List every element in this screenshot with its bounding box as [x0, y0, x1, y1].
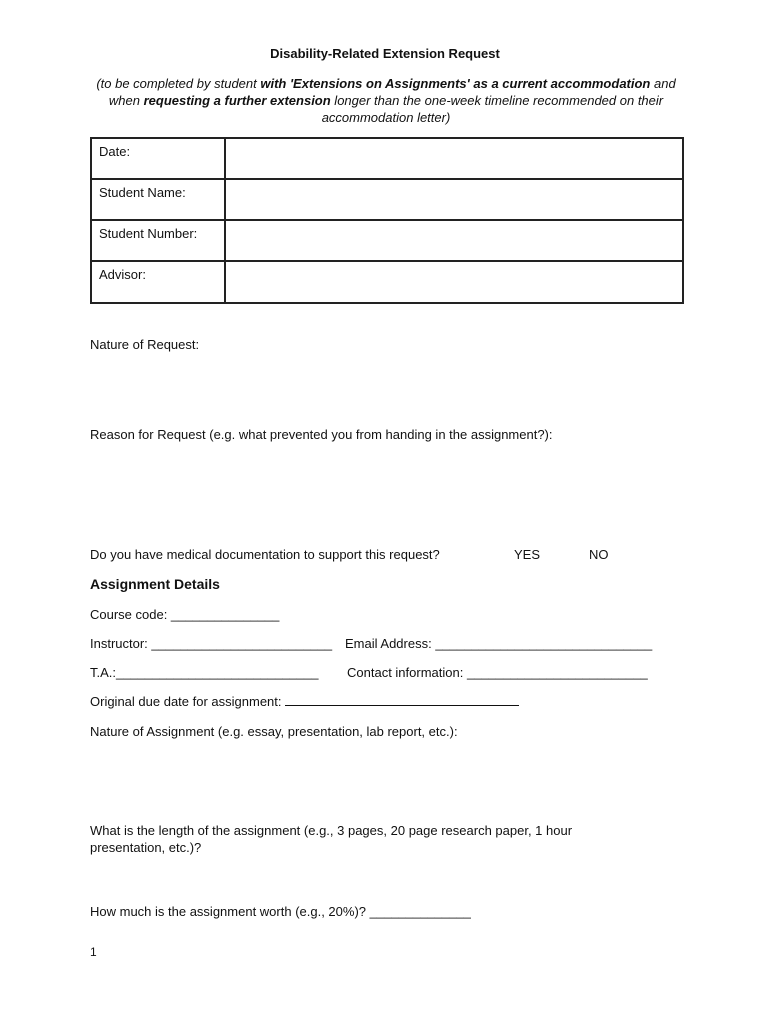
reason-for-request-label: Reason for Request (e.g. what prevented you from handing in the assignment?): — [90, 427, 553, 442]
ta-field[interactable]: T.A.:____________________________ — [90, 665, 319, 680]
assignment-details-heading: Assignment Details — [90, 576, 220, 592]
original-due-date-line[interactable] — [285, 694, 519, 706]
assignment-length-question: What is the length of the assignment (e.g., 3 pages, 20 page research paper, 1 hour presentation, etc.)? — [90, 823, 573, 855]
page-number: 1 — [90, 945, 97, 959]
table-row — [91, 220, 683, 261]
medical-documentation-question: Do you have medical documentation to support this request? — [90, 547, 440, 562]
student-number-field[interactable] — [225, 220, 683, 261]
contact-information-field[interactable]: Contact information: _________________________ — [347, 665, 648, 680]
instructor-field[interactable]: Instructor: _________________________ — [90, 636, 333, 651]
yes-option[interactable]: YES — [514, 547, 541, 562]
table-row — [91, 138, 683, 179]
instructions-part-2: and when — [108, 76, 676, 108]
form-instructions — [90, 75, 682, 126]
date-label: Date: — [91, 138, 225, 179]
instructions-part-3: longer than the one-week timeline recommended on their accommodation letter) — [321, 93, 664, 125]
nature-of-assignment-label: Nature of Assignment (e.g. essay, presentation, lab report, etc.): — [90, 724, 458, 739]
date-field[interactable] — [225, 138, 683, 179]
advisor-label: Advisor: — [91, 261, 225, 303]
instructions-bold-2: requesting a further extension — [143, 93, 331, 108]
original-due-date-row — [90, 694, 519, 709]
table-row — [91, 179, 683, 220]
email-address-field[interactable]: Email Address: ______________________________ — [345, 636, 653, 651]
instructions-bold-1: with 'Extensions on Assignments' as a current accommodation — [260, 76, 651, 91]
instructions-part-1: (to be completed by student — [96, 76, 261, 91]
form-title: Disability-Related Extension Request — [270, 46, 500, 61]
nature-of-request-label: Nature of Request: — [90, 337, 200, 352]
student-info-table — [90, 137, 684, 304]
table-row — [91, 261, 683, 303]
course-code-field[interactable]: Course code: _______________ — [90, 607, 280, 622]
original-due-date-label: Original due date for assignment: — [90, 694, 282, 709]
student-name-field[interactable] — [225, 179, 683, 220]
student-number-label: Student Number: — [91, 220, 225, 261]
advisor-field[interactable] — [225, 261, 683, 303]
student-name-label: Student Name: — [91, 179, 225, 220]
no-option[interactable]: NO — [589, 547, 609, 562]
assignment-worth-question: How much is the assignment worth (e.g., 20%)? ______________ — [90, 904, 471, 919]
